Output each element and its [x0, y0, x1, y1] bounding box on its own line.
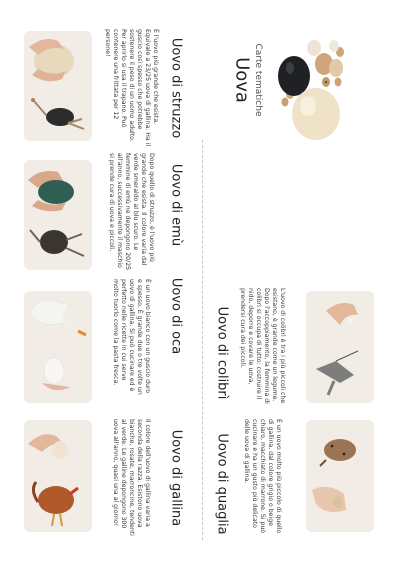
- card-title-emu: Uovo di emù: [168, 163, 184, 247]
- card-title-quaglia: Uovo di quaglia: [214, 433, 230, 535]
- card-text-colibri: L'uovo di colibrì è tra i più piccoli che esistano, è grande come un legume. Dopo l'accoppiamento, la femmina di colibrì si occupa di tutto: costruire il nido, deporre e covare le uova, prendersi cura dei piccoli.: [239, 288, 286, 404]
- quail-photo: [306, 420, 374, 532]
- goose-photo: [24, 291, 92, 403]
- page-title: Uova: [231, 57, 253, 103]
- page-subtitle: Carte tematiche: [253, 43, 263, 117]
- card-title-struzzo: Uovo di struzzo: [168, 37, 184, 139]
- card-text-oca: È un uovo bianco con un guscio duro e spesso. È grande due o tre volte un uovo di gallina. Si può cucinare ed è perfetto nelle ricette in cui serve molto tuorlo come la pasta fresca.: [112, 279, 151, 395]
- ostrich-photo: [24, 31, 92, 141]
- hummingbird-photo: [306, 291, 374, 403]
- card-title-gallina: Uovo di gallina: [168, 429, 184, 527]
- eggs-photo: [268, 38, 356, 142]
- emu-photo: [24, 160, 92, 270]
- card-text-quaglia: È un uovo molto più piccolo di quello di gallina, dal colore grigio o beige chiaro, macchiato di marrone. Si può cucinare e ha un gusto più delicato delle uova di gallina.: [243, 419, 282, 534]
- card-text-emu: Dopo quello di struzzo, è l'uovo più grande che esista. Il colore varia dal verde smeraldo al blu scuro. Le femmine di emù ne depongono 20/25 all'anno, successivamente il maschio si prende cura di uova e piccoli.: [108, 153, 155, 271]
- card-text-gallina: Il colore dell'uovo di gallina varia a seconda della razza. Esistono uova bianche, rosate, marroncine, tendenti al verde. Le galline depongono 300 uova all'anno, quasi una al giorno!: [112, 419, 151, 536]
- card-title-colibri: Uovo di colibrì: [214, 306, 230, 400]
- card-title-oca: Uovo di oca: [168, 277, 184, 355]
- hen-photo: [24, 420, 92, 532]
- fold-line: [202, 140, 203, 540]
- card-text-struzzo: È l'uovo più grande che esista. Equivale a 23/25 uova di gallina. Ha il guscio così spesso che potrebbe sostenere il peso di un uomo adulto. Per aprirlo si usa il trapano. Può contenere una frittata per 12 persone!: [104, 29, 159, 147]
